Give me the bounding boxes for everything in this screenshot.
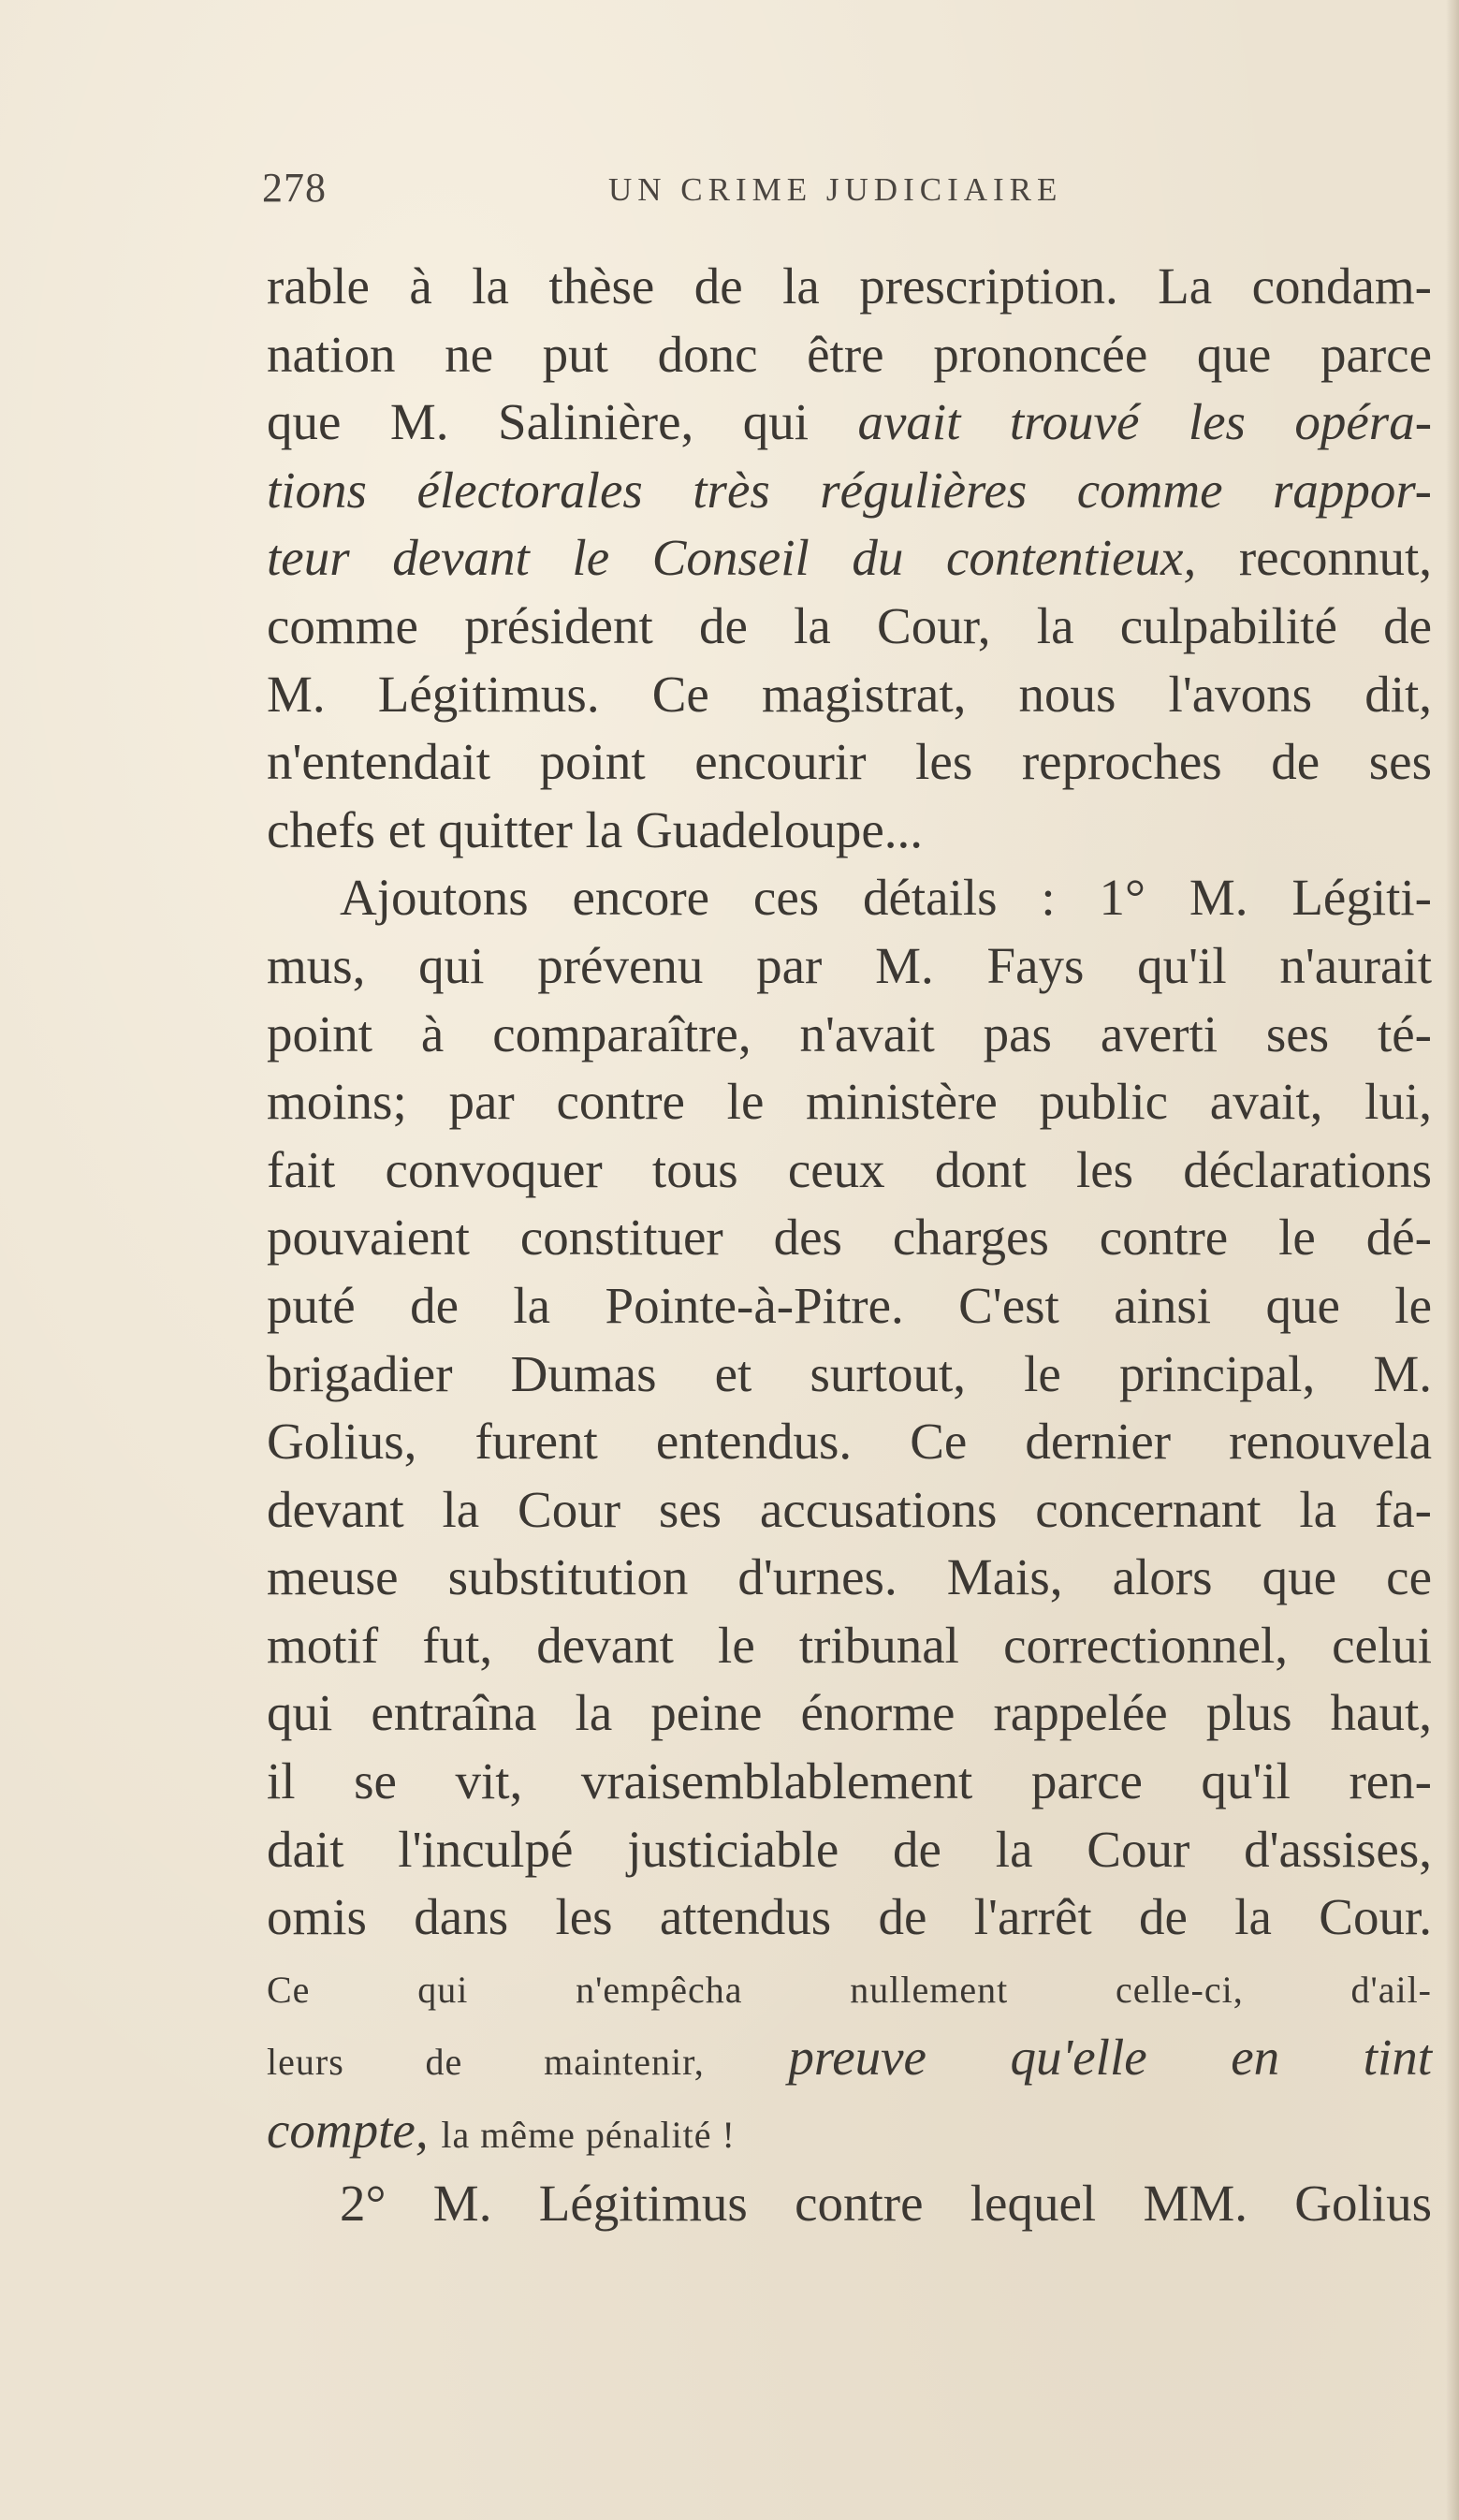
text-line: meuse substitution d'urnes. Mais, alors que ce: [267, 1548, 1432, 1606]
text-line: comme président de la Cour, la culpabilité de: [267, 596, 1432, 654]
text-line: point à comparaître, n'avait pas averti ses té-: [267, 1004, 1432, 1062]
text-line: [267, 388, 1432, 457]
page-number: 278: [262, 165, 327, 211]
text-line: dait l'inculpé justiciable de la Cour d'assises,: [267, 1820, 1432, 1878]
text-line: [267, 2024, 1432, 2097]
text-line: Golius, furent entendus. Ce dernier renouvela: [267, 1413, 1432, 1471]
text-line: motif fut, devant le tribunal correctionnel, celui: [267, 1616, 1432, 1674]
text-line: puté de la Pointe-à-Pitre. C'est ainsi que le: [267, 1276, 1432, 1334]
running-title: UN CRIME JUDICIAIRE: [608, 171, 1063, 208]
text-line: nation ne put donc être prononcée que parce: [267, 325, 1432, 383]
page-edge-shadow: [1446, 0, 1459, 2520]
text-line: n'entendait point encourir les reproches de ses: [267, 733, 1432, 791]
running-head: [262, 164, 1348, 229]
text-line: mus, qui prévenu par M. Fays qu'il n'aurait: [267, 936, 1432, 994]
text-line: omis dans les attendus de l'arrêt de la Cour.: [267, 1888, 1432, 1946]
italic-run: teur devant le Conseil du contentieux,: [267, 529, 1197, 587]
text-line: rable à la thèse de la prescription. La condam-: [267, 257, 1432, 315]
italic-run: tions électorales très régulières comme rappor-: [267, 461, 1432, 519]
text-line: [267, 2097, 1432, 2170]
text-line: [267, 524, 1432, 593]
text-line: [267, 1952, 1432, 2025]
small-caps-run: leurs de maintenir,: [267, 2041, 705, 2084]
text-line: pouvaient constituer des charges contre le dé-: [267, 1209, 1432, 1267]
text-line: devant la Cour ses accusations concernant la fa-: [267, 1480, 1432, 1538]
italic-run: avait trouvé les opéra-: [857, 393, 1433, 451]
italic-run: compte,: [267, 2102, 429, 2160]
text-line: chefs et quitter la Guadeloupe...: [267, 800, 923, 858]
text-line: 2° M. Légitimus contre lequel MM. Golius: [340, 2174, 1432, 2232]
text-line: M. Légitimus. Ce magistrat, nous l'avons dit,: [267, 665, 1432, 723]
text-line: [267, 457, 1432, 525]
body-text: [267, 253, 1432, 2237]
small-caps-run: Ce qui n'empêcha nullement celle-ci, d'ail-: [267, 1968, 1432, 2011]
italic-run: preuve qu'elle en tint: [788, 2029, 1433, 2087]
text-line: moins; par contre le ministère public avait, lui,: [267, 1073, 1432, 1131]
text-line: il se vit, vraisemblablement parce qu'il ren-: [267, 1752, 1432, 1810]
text-line: Ajoutons encore ces détails : 1° M. Légiti-: [340, 869, 1432, 927]
text-run: que M. Salinière, qui: [267, 393, 809, 451]
small-caps-run: la même pénalité !: [441, 2114, 736, 2157]
text-line: fait convoquer tous ceux dont les déclarations: [267, 1140, 1432, 1198]
text-run: reconnut,: [1238, 529, 1432, 587]
text-line: brigadier Dumas et surtout, le principal, M.: [267, 1344, 1432, 1402]
text-line: qui entraîna la peine énorme rappelée plus haut,: [267, 1684, 1432, 1742]
